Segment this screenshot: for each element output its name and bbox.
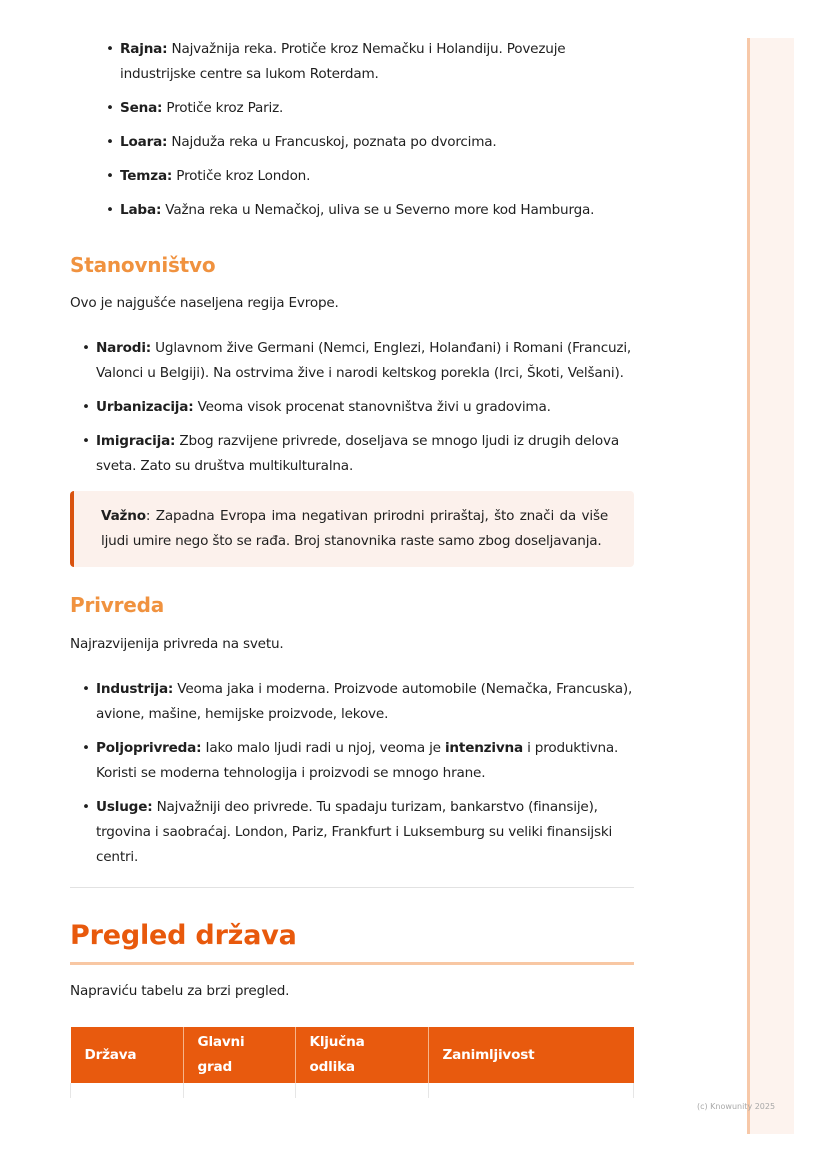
section-divider [70, 887, 634, 888]
item-text: Veoma visok procenat stanovništva živi u gradovima. [193, 399, 551, 415]
population-heading: Stanovništvo [70, 253, 216, 277]
document-content [70, 37, 634, 1098]
item-label: Rajna: [120, 41, 168, 57]
column-header: Zanimljivost [428, 1027, 634, 1083]
table-cell [183, 1083, 295, 1098]
list-item [96, 677, 634, 727]
callout-text: : Zapadna Evropa ima negativan prirodni priraštaj, što znači da više ljudi umire nego što se rađa. Broj stanovnika raste samo zbog doseljavanja. [101, 508, 608, 549]
item-text: Protiče kroz Pariz. [162, 100, 284, 116]
table-cell [428, 1083, 634, 1098]
table-cell [71, 1083, 184, 1098]
item-text: Veoma jaka i moderna. Proizvode automobile (Nemačka, Francuska), avione, mašine, hemijske proizvode, lekove. [96, 681, 633, 722]
item-label: Narodi: [96, 340, 152, 356]
item-label: Sena: [120, 100, 163, 116]
item-text: Iako malo ljudi radi u njoj, veoma je [201, 740, 445, 756]
column-header: Glavni grad [183, 1027, 295, 1083]
item-text: Najduža reka u Francuskoj, poznata po dvorcima. [167, 134, 497, 150]
item-emphasis: intenzivna [444, 740, 523, 756]
column-header: Ključna odlika [295, 1027, 428, 1083]
item-text: Najvažnija reka. Protiče kroz Nemačku i Holandiju. Povezuje industrijske centre sa lukom Roterdam. [120, 41, 566, 82]
item-label: Urbanizacija: [96, 399, 194, 415]
list-item [120, 164, 634, 189]
list-item [96, 429, 634, 479]
item-label: Imigracija: [96, 433, 176, 449]
list-item [120, 198, 634, 223]
table-cell [295, 1083, 428, 1098]
list-item [120, 96, 634, 121]
table-header-row [71, 1027, 634, 1083]
item-text: Najvažniji deo privrede. Tu spadaju turizam, bankarstvo (finansije), trgovina i saobraćaj. London, Pariz, Frankfurt i Luksemburg su veliki finansijski centri. [96, 799, 613, 865]
important-callout [70, 491, 634, 567]
list-item [120, 130, 634, 155]
overview-heading: Pregled država [70, 918, 634, 965]
item-text: i produktivna. Koristi se moderna tehnologija i proizvodi se mnogo hrane. [96, 740, 619, 781]
item-label: Poljoprivreda: [96, 740, 202, 756]
countries-table [70, 1027, 634, 1098]
item-label: Temza: [120, 168, 173, 184]
table-row [71, 1083, 634, 1098]
column-header: Država [71, 1027, 184, 1083]
list-item [96, 736, 634, 786]
side-panel [747, 38, 794, 1134]
overview-intro: Napraviću tabelu za brzi pregled. [70, 983, 290, 999]
item-label: Usluge: [96, 799, 153, 815]
population-list [70, 336, 634, 479]
list-item [96, 336, 634, 386]
economy-intro: Najrazvijenija privreda na svetu. [70, 636, 284, 652]
item-label: Loara: [120, 134, 168, 150]
list-item [96, 395, 634, 420]
item-text: Protiče kroz London. [172, 168, 311, 184]
item-text: Uglavnom žive Germani (Nemci, Englezi, Holanđani) i Romani (Francuzi, Valonci u Belgiji). Na ostrvima žive i narodi keltskog porekla (Irci, Škoti, Velšani). [96, 340, 632, 381]
population-intro: Ovo je najgušće naseljena regija Evrope. [70, 295, 339, 311]
item-label: Laba: [120, 202, 162, 218]
item-label: Industrija: [96, 681, 174, 697]
economy-heading: Privreda [70, 593, 165, 617]
item-text: Zbog razvijene privrede, doseljava se mnogo ljudi iz drugih delova sveta. Zato su društva multikulturalna. [96, 433, 619, 474]
economy-list [70, 677, 634, 870]
item-text: Važna reka u Nemačkoj, uliva se u Severno more kod Hamburga. [161, 202, 595, 218]
copyright-footer: (c) Knowunity 2025 [697, 1102, 776, 1111]
list-item [96, 795, 634, 870]
rivers-list [70, 37, 634, 223]
callout-label: Važno [101, 508, 146, 524]
list-item [120, 37, 634, 87]
